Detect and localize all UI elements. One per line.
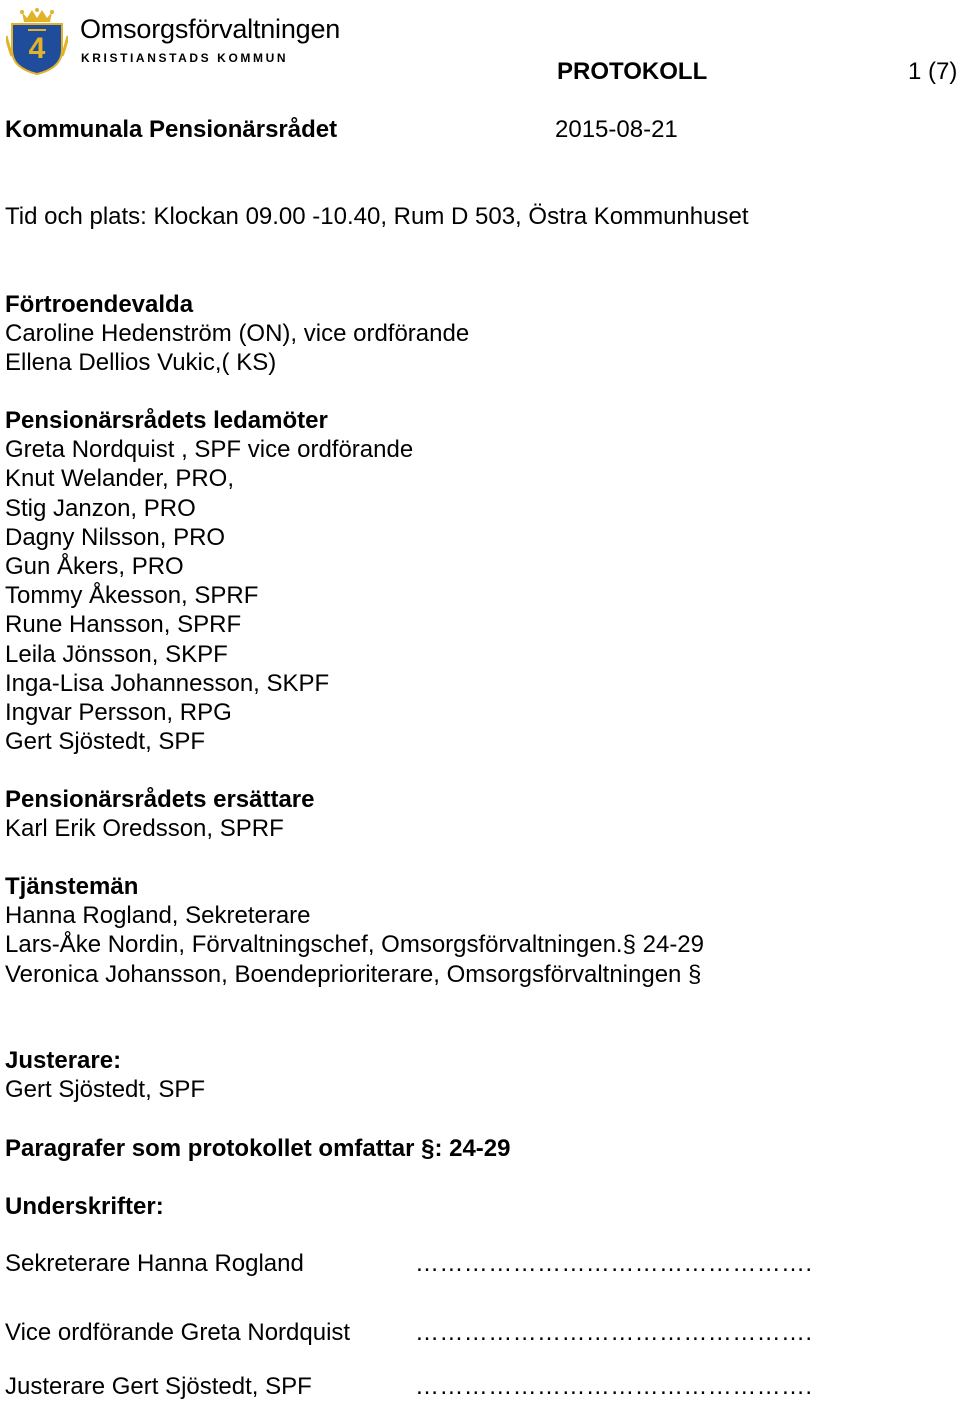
attendee-line: Ingvar Persson, RPG xyxy=(5,699,232,727)
meeting-time-place: Tid och plats: Klockan 09.00 -10.40, Rum D 503, Östra Kommunhuset xyxy=(5,203,749,230)
attendee-line: Leila Jönsson, SKPF xyxy=(5,640,228,668)
section-heading: Pensionärsrådets ledamöter xyxy=(5,407,328,434)
section-underskrifter xyxy=(5,1192,164,1221)
organization-name: Omsorgsförvaltningen xyxy=(80,14,341,44)
signature-line: …………………………………………. xyxy=(415,1250,813,1277)
attendee-line: Dagny Nilsson, PRO xyxy=(5,523,226,551)
section-justerare xyxy=(5,1046,205,1104)
document-date: 2015-08-21 xyxy=(555,116,678,143)
signature-line: …………………………………………. xyxy=(415,1373,813,1400)
attendee-line: Tommy Åkesson, SPRF xyxy=(5,582,259,610)
attendee-line: Karl Erik Oredsson, SPRF xyxy=(5,815,284,843)
signature-label: Sekreterare Hanna Rogland xyxy=(5,1250,304,1277)
section-ersattare xyxy=(5,785,315,843)
attendee-line: Stig Janzon, PRO xyxy=(5,494,196,522)
section-heading: Paragrafer som protokollet omfattar §: 24-29 xyxy=(5,1135,511,1162)
attendee-line: Rune Hansson, SPRF xyxy=(5,611,242,639)
attendee-line: Veronica Johansson, Boendeprioriterare, Omsorgsförvaltningen § xyxy=(5,960,702,988)
signature-line: …………………………………………. xyxy=(415,1319,813,1346)
section-fortroendevalda xyxy=(5,290,469,378)
attendee-line: Inga-Lisa Johannesson, SKPF xyxy=(5,669,330,697)
signature-label: Justerare Gert Sjöstedt, SPF xyxy=(5,1373,312,1400)
section-paragrafer xyxy=(5,1134,511,1163)
municipality-name: KRISTIANSTADS KOMMUN xyxy=(81,51,289,65)
attendee-line: Ellena Dellios Vukic,( KS) xyxy=(5,349,277,377)
section-heading: Pensionärsrådets ersättare xyxy=(5,786,315,813)
section-ledamoter xyxy=(5,406,413,756)
attendee-line: Gert Sjöstedt, SPF xyxy=(5,728,206,756)
section-heading: Förtroendevalda xyxy=(5,291,194,318)
attendee-line: Greta Nordquist , SPF vice ordförande xyxy=(5,436,414,464)
section-heading: Justerare: xyxy=(5,1047,122,1074)
committee-name: Kommunala Pensionärsrådet xyxy=(5,116,338,143)
page-number: 1 (7) xyxy=(908,58,958,85)
adjuster-line: Gert Sjöstedt, SPF xyxy=(5,1076,206,1104)
svg-text:4: 4 xyxy=(28,32,46,65)
attendee-line: Gun Åkers, PRO xyxy=(5,553,184,581)
signature-label: Vice ordförande Greta Nordquist xyxy=(5,1319,351,1346)
attendee-line: Caroline Hedenström (ON), vice ordförande xyxy=(5,320,470,348)
section-heading: Underskrifter: xyxy=(5,1193,164,1220)
section-tjanstemen xyxy=(5,872,704,989)
attendee-line: Lars-Åke Nordin, Förvaltningschef, Omsorgsförvaltningen.§ 24-29 xyxy=(5,931,704,959)
kristianstad-coat-of-arms-icon xyxy=(6,6,68,76)
document-type: PROTOKOLL xyxy=(557,58,708,85)
attendee-line: Hanna Rogland, Sekreterare xyxy=(5,902,311,930)
section-heading: Tjänstemän xyxy=(5,873,139,900)
attendee-line: Knut Welander, PRO, xyxy=(5,465,235,493)
